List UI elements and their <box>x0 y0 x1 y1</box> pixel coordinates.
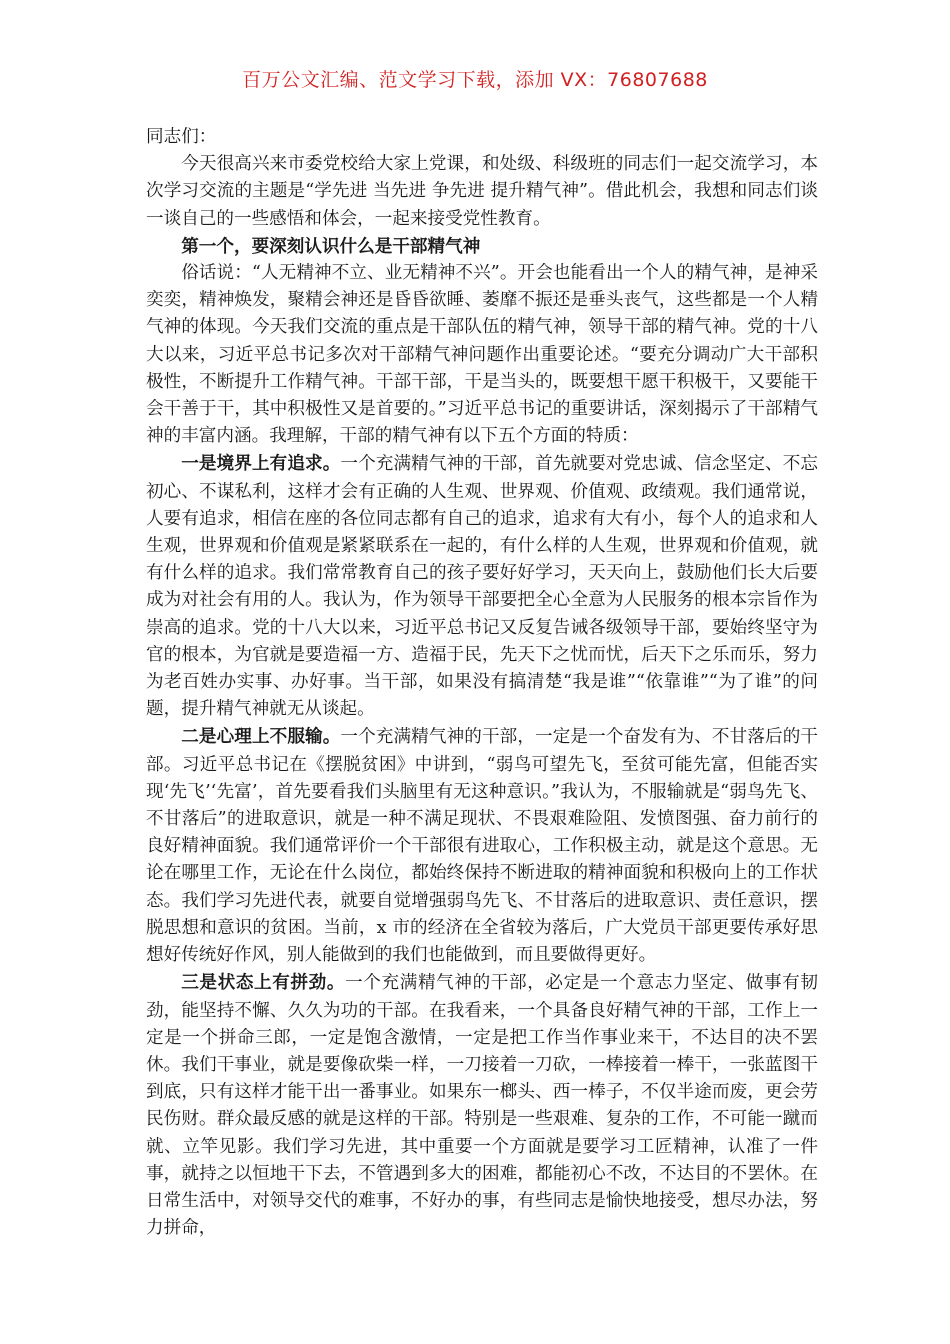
point-2-body: 一个充满精气神的干部，一定是一个奋发有为、不甘落后的干部。习近平总书记在《摆脱贫困》中讲到，“弱鸟可望先飞，至贫可能先富，但能否实现‘先飞’‘先富’，首先要看我们头脑里有无这种意识。”我认为，不服输就是“弱鸟先飞、不甘落后”的进取意识，就是一种不满足现状、不畏艰难险阻、发愤图强、奋力前行的良好精神面貌。我们通常评价一个干部很有进取心，工作积极主动，就是这个意思。无论在哪里工作，无论在什么岗位，都始终保持不断进取的精神面貌和积极向上的工作状态。我们学习先进代表，就要自觉增强弱鸟先飞、不甘落后的进取意识、责任意识，摆脱思想和意识的贫困。当前，x 市的经济在全省较为落后，广大党员干部更要传承好思想好传统好作风，别人能做到的我们也能做到，而且要做得更好。 <box>146 727 818 966</box>
document-body <box>146 124 818 1242</box>
section-heading-1: 第一个，要深刻认识什么是干部精气神 <box>181 235 481 257</box>
point-3-body: 一个充满精气神的干部，必定是一个意志力坚定、做事有韧劲，能坚持不懈、久久为功的干部。在我看来，一个具备良好精气神的干部，工作上一定是一个拼命三郎，一定是饱含激情，一定是把工作当作事业来干，不达目的决不罢休。我们干事业，就是要像砍柴一样，一刀接着一刀砍，一棒接着一棒干，一张蓝图干到底，只有这样才能干出一番事业。如果东一榔头、西一棒子，不仅半途而废，更会劳民伤财。群众最反感的就是这样的干部。特别是一些艰难、复杂的工作，不可能一蹴而就、立竿见影。我们学习先进，其中重要一个方面就是要学习工匠精神，认准了一件事，就持之以恒地干下去，不管遇到多大的困难，都能初心不改，不达目的不罢休。在日常生活中，对领导交代的难事，不好办的事，有些同志是愉快地接受，想尽办法，努力拼命， <box>146 973 818 1239</box>
point-2-lead: 二是心理上不服输。 <box>181 726 341 748</box>
salutation: 同志们： <box>146 127 217 147</box>
point-1-body: 一个充满精气神的干部，首先就要对党忠诚、信念坚定、不忘初心、不谋私利，这样才会有正确的人生观、世界观、价值观、政绩观。我们通常说，人要有追求，相信在座的各位同志都有自己的追求，追求有大有小，每个人的追求和人生观，世界观和价值观是紧紧联系在一起的，有什么样的人生观，世界观和价值观，就有什么样的追求。我们常常教育自己的孩子要好好学习，天天向上，鼓励他们长大后要成为对社会有用的人。我认为，作为领导干部要把全心全意为人民服务的根本宗旨作为崇高的追求。党的十八大以来，习近平总书记又反复告诫各级领导干部，要始终坚守为官的根本，为官就是要造福一方、造福于民，先天下之忧而忧，后天下之乐而乐，努力为老百姓办实事、办好事。当干部，如果没有搞清楚“我是谁”“依靠谁”“为了谁”的问题，提升精气神就无从谈起。 <box>146 454 818 720</box>
promo-banner: 百万公文汇编、范文学习下载，添加 VX：76807688 <box>242 69 708 91</box>
intro-paragraph: 今天很高兴来市委党校给大家上党课，和处级、科级班的同志们一起交流学习，本次学习交流的主题是“学先进 当先进 争先进 提升精气神”。借此机会，我想和同志们谈一谈自己的一些感悟和体会，一起来接受党性教育。 <box>146 154 818 229</box>
point-1-lead: 一是境界上有追求。 <box>181 453 341 475</box>
point-3-lead: 三是状态上有拼劲。 <box>181 972 346 994</box>
section-1-paragraph: 俗话说：“人无精神不立、业无精神不兴”。开会也能看出一个人的精气神，是神采奕奕，精神焕发，聚精会神还是昏昏欲睡、萎靡不振还是垂头丧气，这些都是一个人精气神的体现。今天我们交流的重点是干部队伍的精气神，领导干部的精气神。党的十八大以来，习近平总书记多次对干部精气神问题作出重要论述。“要充分调动广大干部积极性，不断提升工作精气神。干部干部，干是当头的，既要想干愿干积极干，又要能干会干善于干，其中积极性又是首要的。”习近平总书记的重要讲话，深刻揭示了干部精气神的丰富内涵。我理解，干部的精气神有以下五个方面的特质： <box>146 263 818 447</box>
point-1-paragraph <box>146 450 818 723</box>
point-2-paragraph <box>146 723 818 969</box>
point-3-paragraph <box>146 969 818 1242</box>
